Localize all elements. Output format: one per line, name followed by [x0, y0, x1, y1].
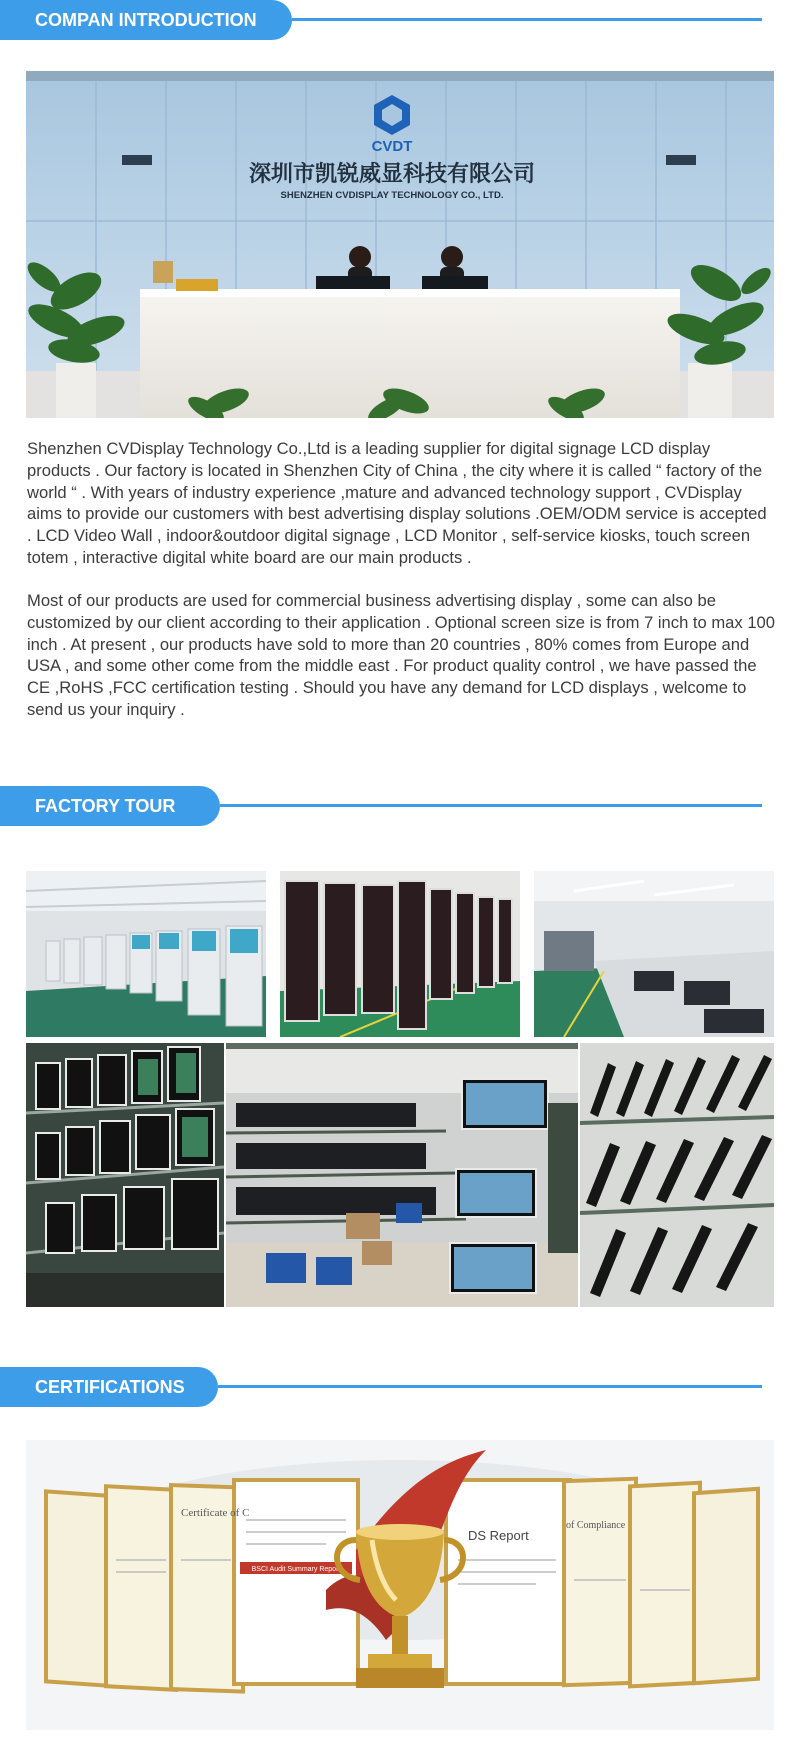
factory-photo-panel-stock-drawing	[580, 1043, 774, 1307]
reception-photo	[26, 71, 774, 418]
reception-logo-text: CVDT	[371, 138, 413, 155]
factory-photo-kiosks-drawing	[26, 871, 266, 1037]
section-divider-line	[292, 18, 762, 21]
factory-photo-totems-drawing	[280, 871, 520, 1037]
certifications-drawing	[26, 1440, 774, 1730]
factory-photo-monitor-racks	[26, 1043, 224, 1307]
factory-photo-panel-stock	[580, 1043, 774, 1307]
factory-photo-warehouse	[226, 1043, 578, 1307]
section-divider-line	[218, 1385, 762, 1388]
factory-photo-assembly-drawing	[534, 871, 774, 1037]
factory-photo-totems	[280, 871, 520, 1037]
section-title-factory: FACTORY TOUR	[0, 786, 220, 826]
section-header-factory	[0, 786, 800, 826]
section-divider-line	[220, 804, 762, 807]
factory-photo-warehouse-drawing	[226, 1043, 578, 1307]
factory-photo-assembly	[534, 871, 774, 1037]
section-header-intro	[0, 0, 800, 40]
cert-label-compliance: of Compliance	[566, 1520, 626, 1531]
certifications-image	[26, 1440, 774, 1730]
reception-english-name: SHENZHEN CVDISPLAY TECHNOLOGY CO., LTD.	[280, 190, 504, 201]
reception-photo-drawing	[26, 71, 774, 418]
reception-chinese-name: 深圳市凯锐威显科技有限公司	[248, 162, 536, 187]
cert-label-audit: BSCI Audit Summary Report	[251, 1566, 341, 1573]
factory-photo-monitor-racks-drawing	[26, 1043, 224, 1307]
factory-photo-kiosks	[26, 871, 266, 1037]
section-title-certs: CERTIFICATIONS	[0, 1367, 218, 1407]
section-title-intro: COMPAN INTRODUCTION	[0, 0, 292, 40]
section-header-certs	[0, 1367, 800, 1407]
intro-paragraph-1: Shenzhen CVDisplay Technology Co.,Ltd is a leading supplier for digital signage LCD display products . Our factory is located in Shenzhen City of China , the city where it is called “ factory of the world “ . With years of industry experience ,mature and advanced technology support , CVDisplay aims to provide our customers with best advertising display solutions .OEM/ODM service is accepted . LCD Video Wall , indoor&outdoor digital signage , LCD Monitor , self-service kiosks, touch screen totem , interactive digital white board are our main products .	[27, 439, 767, 567]
cert-label-report: DS Report	[468, 1528, 529, 1543]
intro-paragraph-2: Most of our products are used for commercial business advertising display , some can also be customized by our client according to their application . Optional screen size is from 7 inch to max 100 inch . At present , our products have sold to more than 20 countries , 80% comes from Europe and USA , and some other come from the middle east . For product quality control , we have passed the CE ,RoHS ,FCC certification testing . Should you have any demand for LCD displays , welcome to send us your inquiry .	[27, 591, 776, 719]
cert-label-certificate: Certificate of C	[181, 1507, 250, 1519]
